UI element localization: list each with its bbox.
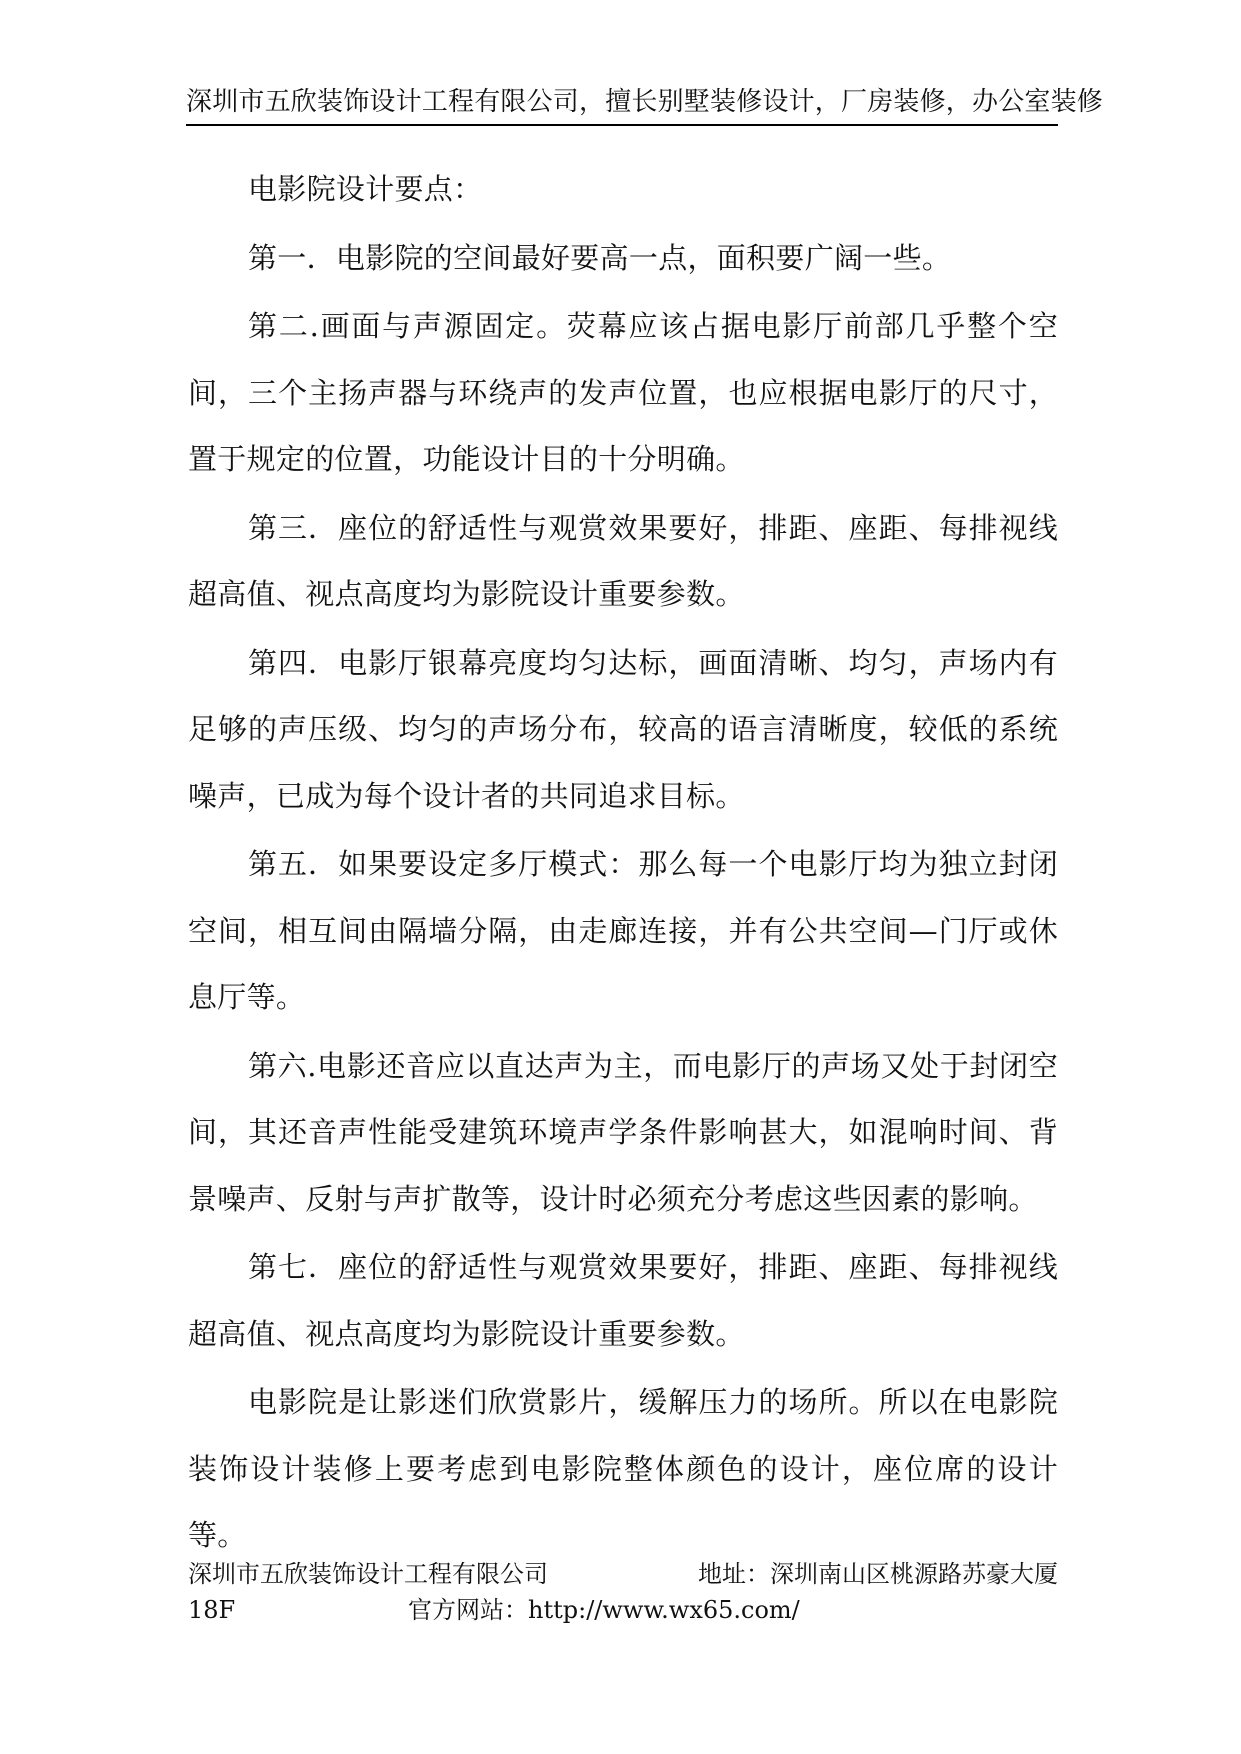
page-header: 深圳市五欣装饰设计工程有限公司，擅长别墅装修设计，厂房装修，办公室装修 (186, 87, 1104, 117)
paragraph-point-2: 第二.画面与声源固定。荧幕应该占据电影厅前部几乎整个空间，三个主扬声器与环绕声的发声位置，也应根据电影厅的尺寸，置于规定的位置，功能设计目的十分明确。 (188, 309, 1058, 476)
footer-row-1 (188, 1556, 1058, 1592)
paragraph-point-7: 第七．座位的舒适性与观赏效果要好，排距、座距、每排视线超高值、视点高度均为影院设计重要参数。 (188, 1250, 1058, 1351)
paragraph-point-6: 第六.电影还音应以直达声为主，而电影厅的声场又处于封闭空间，其还音声性能受建筑环境声学条件影响甚大，如混响时间、背景噪声、反射与声扩散等，设计时必须充分考虑这些因素的影响。 (188, 1048, 1058, 1216)
paragraph-conclusion: 电影院是让影迷们欣赏影片，缓解压力的场所。所以在电影院装饰设计装修上要考虑到电影院整体颜色的设计，座位席的设计等。 (188, 1385, 1058, 1552)
footer-company: 深圳市五欣装饰设计工程有限公司 (188, 1560, 548, 1588)
document-body (188, 156, 1058, 1571)
paragraph-point-3: 第三．座位的舒适性与观赏效果要好，排距、座距、每排视线超高值、视点高度均为影院设计重要参数。 (188, 510, 1058, 611)
page-footer (188, 1556, 1058, 1628)
paragraph-title: 电影院设计要点： (248, 172, 483, 206)
paragraph-point-1: 第一．电影院的空间最好要高一点，面积要广阔一些。 (248, 240, 952, 275)
paragraph-point-4: 第四．电影厅银幕亮度均匀达标，画面清晰、均匀，声场内有足够的声压级、均匀的声场分布，较高的语言清晰度，较低的系统噪声，已成为每个设计者的共同追求目标。 (188, 645, 1058, 813)
footer-address: 地址：深圳南山区桃源路苏豪大厦 (698, 1560, 1058, 1588)
footer-floor: 18F (188, 1596, 236, 1624)
footer-row-2 (188, 1592, 1058, 1628)
header-divider (186, 124, 1058, 126)
paragraph-point-5: 第五．如果要设定多厅模式：那么每一个电影厅均为独立封闭空间，相互间由隔墙分隔，由走廊连接，并有公共空间—门厅或休息厅等。 (188, 847, 1058, 1014)
footer-website: 官方网站：http://www.wx65.com/ (408, 1596, 800, 1624)
